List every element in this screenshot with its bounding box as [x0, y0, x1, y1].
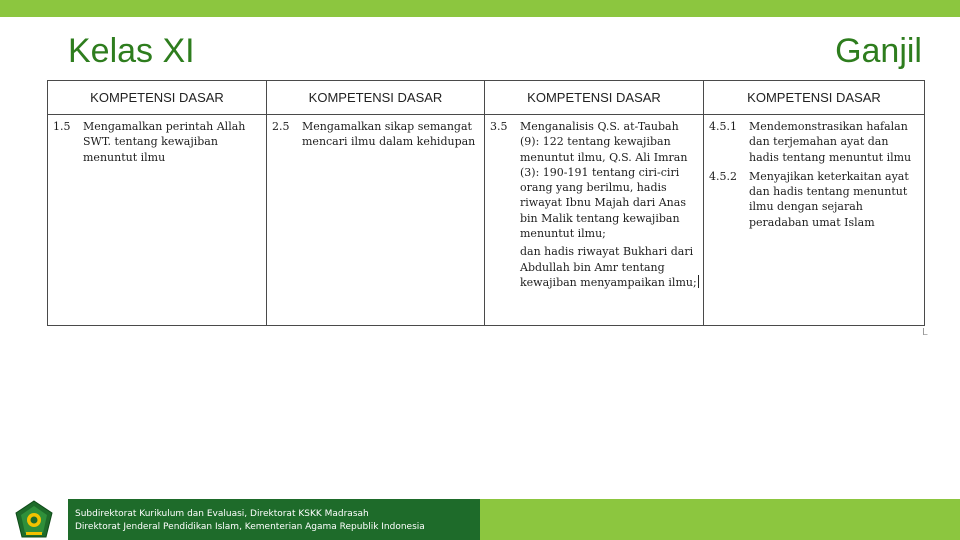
kd-text: Mengamalkan perintah Allah SWT. tentang kewajiban menuntut ilmu — [83, 120, 246, 164]
list-item — [709, 119, 920, 165]
footer-credits — [75, 508, 425, 534]
list-item — [709, 169, 920, 230]
footer-line-1: Subdirektorat Kurikulum dan Evaluasi, Direktorat KSKK Madrasah — [75, 509, 369, 519]
table-header-row — [48, 81, 925, 115]
kd-number: 3.5 — [490, 120, 508, 133]
side-mark: L — [922, 327, 928, 338]
kd-text: Menyajikan keterkaitan ayat dan hadis tentang menuntut ilmu dengan sejarah peradaban umat Islam — [749, 169, 909, 229]
kd-text: Mengamalkan sikap semangat mencari ilmu dalam kehidupan — [302, 120, 476, 149]
kd-text: Mendemonstrasikan hafalan dan terjemahan ayat dan hadis tentang menuntut ilmu — [749, 120, 912, 164]
list-item — [272, 119, 480, 150]
list-item — [490, 119, 699, 290]
table-cell-kd-3 — [485, 115, 704, 326]
list-item — [53, 119, 262, 165]
kd-number: 2.5 — [272, 120, 290, 133]
top-accent-bar — [0, 0, 960, 17]
table-header-cell: KOMPETENSI DASAR — [704, 81, 925, 115]
page-title-semester: Ganjil — [835, 32, 922, 70]
logo-panel — [0, 499, 68, 540]
page-title-class: Kelas XI — [68, 32, 195, 70]
kd-text-continuation: dan hadis riwayat Bukhari dari Abdullah bin Amr tentang kewajiban menyampaikan ilmu; — [520, 245, 697, 289]
kompetensi-dasar-table — [47, 80, 925, 326]
table-header-cell: KOMPETENSI DASAR — [267, 81, 485, 115]
table-cell-kd-2 — [267, 115, 485, 326]
text-cursor — [698, 275, 699, 288]
table-row — [48, 115, 925, 326]
table-header-cell: KOMPETENSI DASAR — [48, 81, 267, 115]
kd-number: 1.5 — [53, 120, 71, 133]
table-header-cell: KOMPETENSI DASAR — [485, 81, 704, 115]
table-cell-kd-4 — [704, 115, 925, 326]
table-cell-kd-1 — [48, 115, 267, 326]
kd-number: 4.5.2 — [709, 169, 737, 183]
kemenag-emblem-icon — [12, 499, 56, 540]
kd-number: 4.5.1 — [709, 120, 737, 133]
kd-text: Menganalisis Q.S. at-Taubah (9): 122 tentang kewajiban menuntut ilmu, Q.S. Ali Imran (3): 190-191 tentang ciri-ciri orang yang berilmu, hadis riwayat Ibnu Majah dari Anas bin Malik tentang kewajiban menuntut ilmu; — [520, 120, 688, 241]
footer-line-2: Direktorat Jenderal Pendidikan Islam, Kementerian Agama Republik Indonesia — [75, 522, 425, 532]
